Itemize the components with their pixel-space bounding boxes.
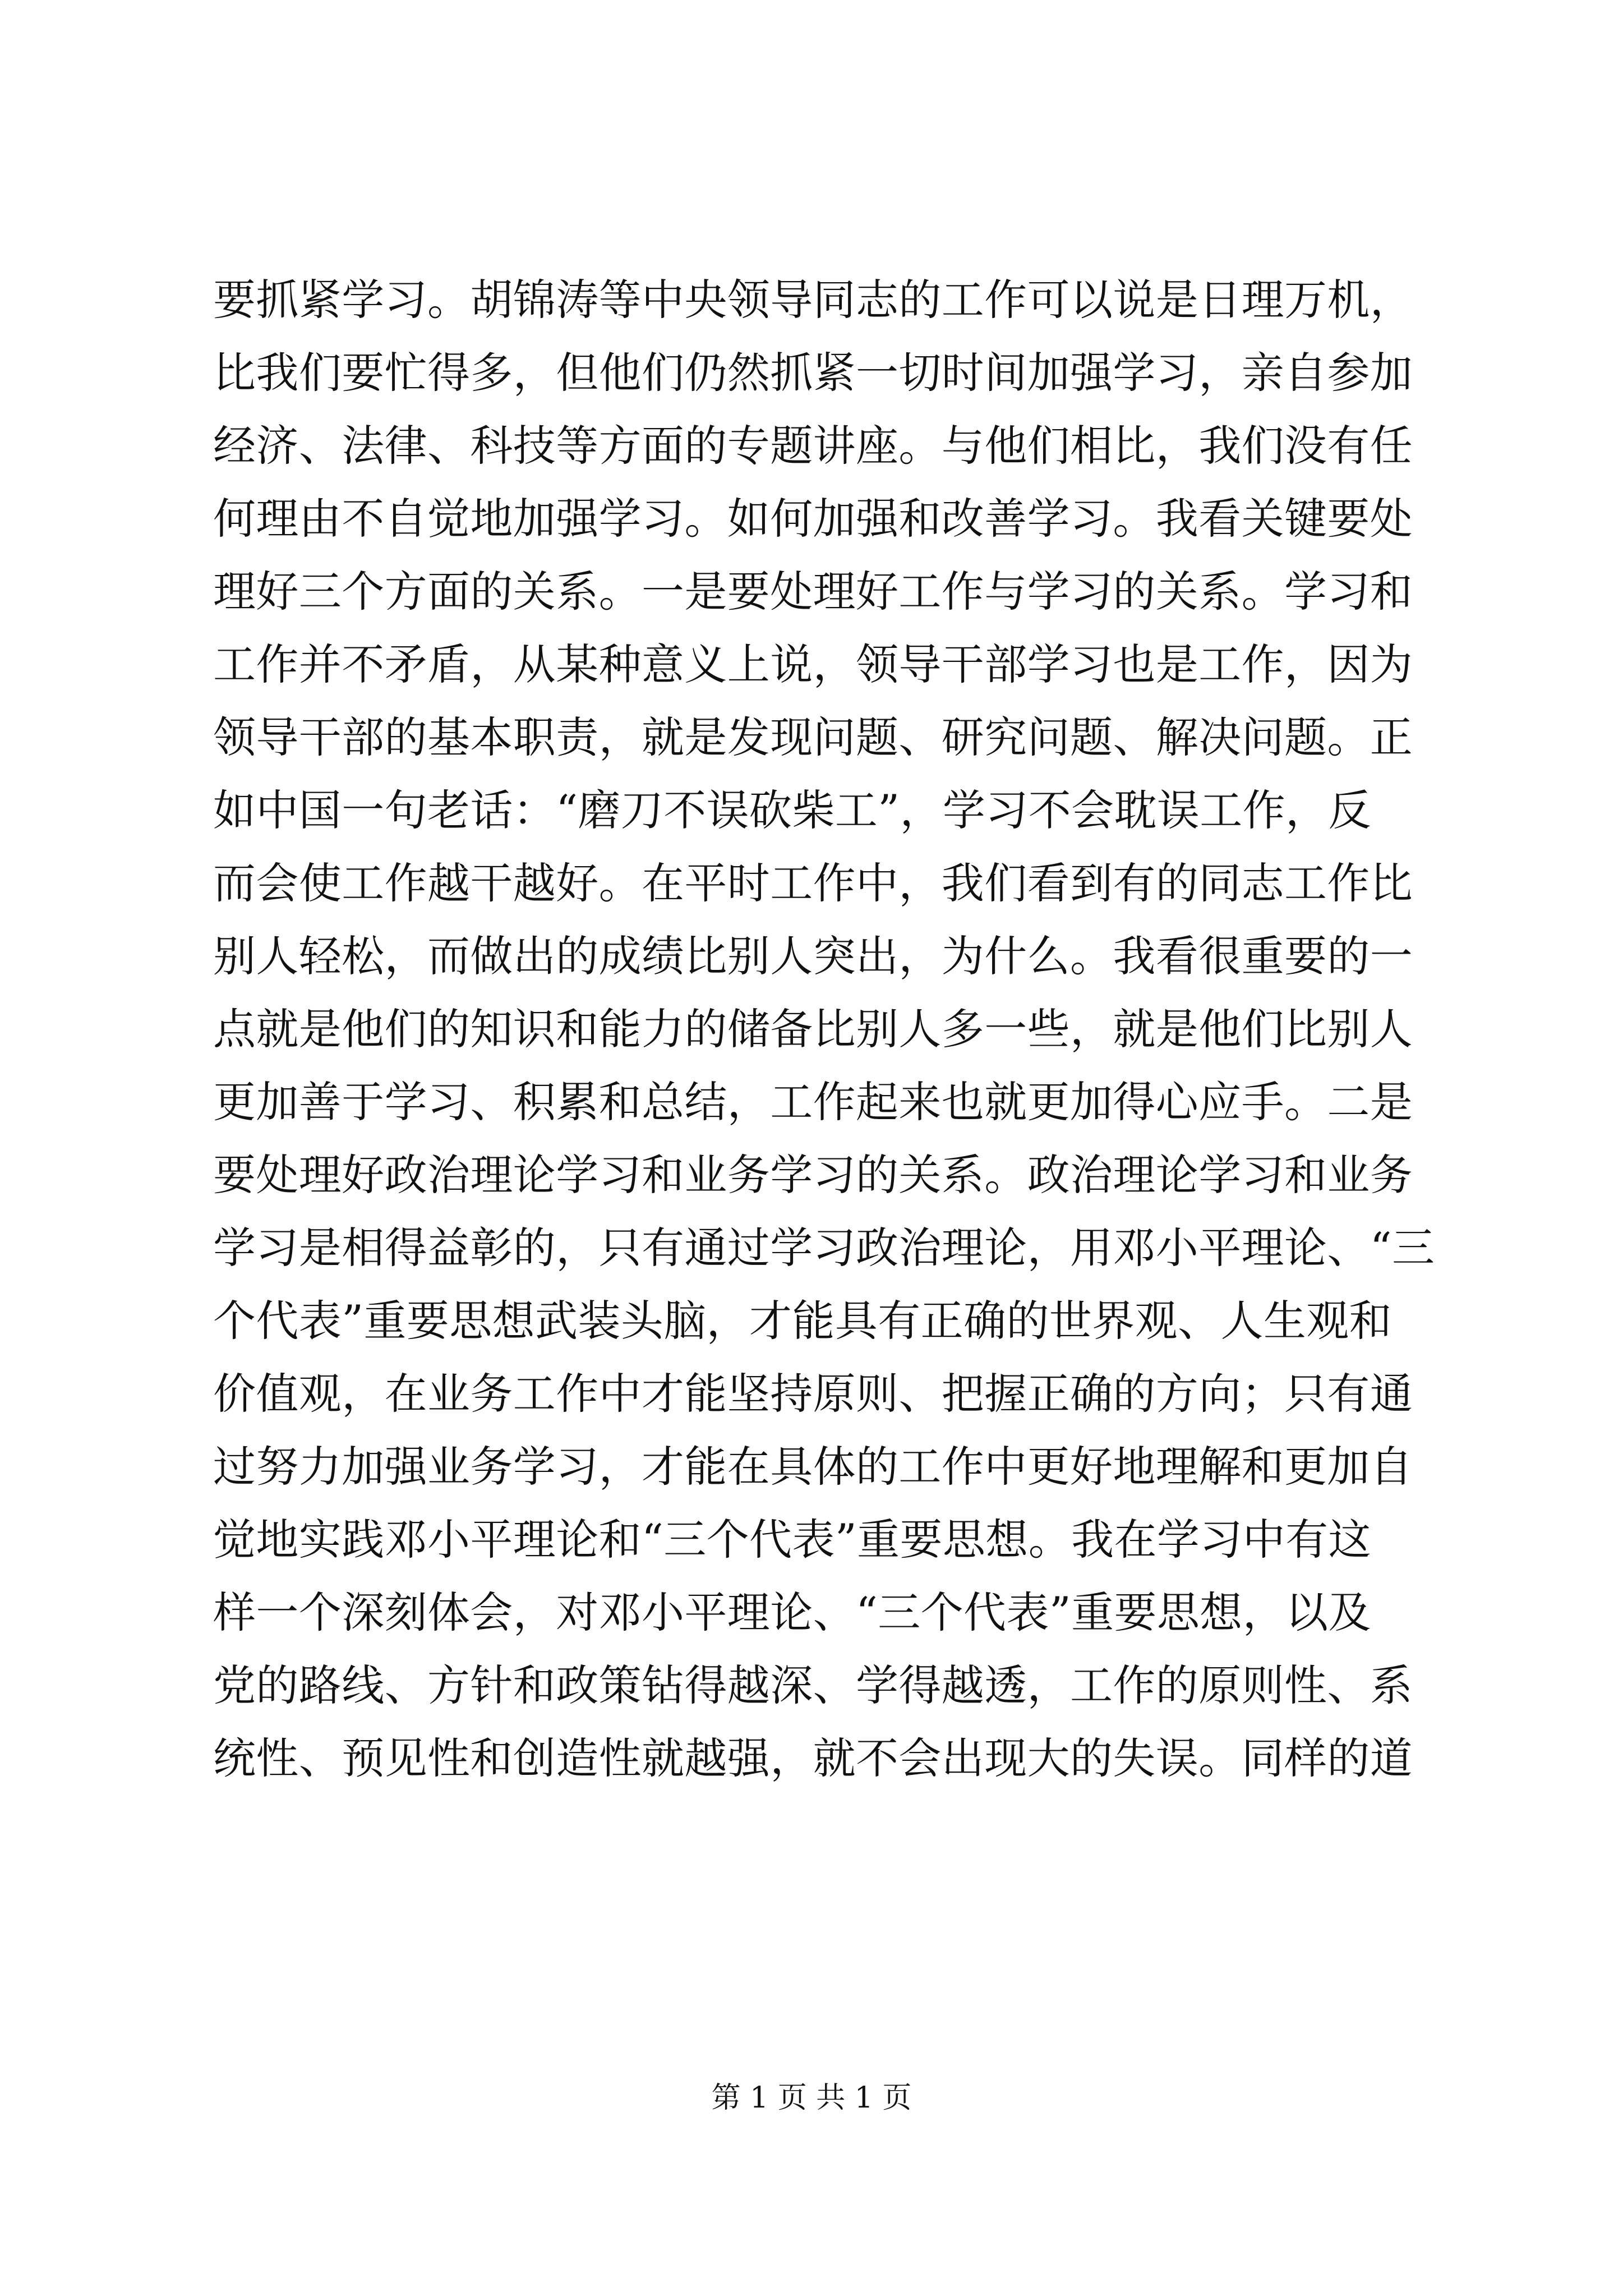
text-line: 理好三个方面的关系。一是要处理好工作与学习的关系。学习和 xyxy=(213,567,1413,616)
text-line: 工作并不矛盾，从某种意义上说，领导干部学习也是工作，因为 xyxy=(213,639,1413,689)
text-line: 领导干部的基本职责，就是发现问题、研究问题、解决问题。正 xyxy=(213,712,1413,762)
text-line: 党的路线、方针和政策钻得越深、学得越透，工作的原则性、系 xyxy=(213,1660,1413,1710)
text-line: 样一个深刻体会，对邓小平理论、“三个代表”重要思想，以及 xyxy=(213,1588,1371,1637)
text-line: 而会使工作越干越好。在平时工作中，我们看到有的同志工作比 xyxy=(213,858,1413,908)
text-line: 经济、法律、科技等方面的专题讲座。与他们相比，我们没有任 xyxy=(213,421,1413,471)
text-line: 比我们要忙得多，但他们仍然抓紧一切时间加强学习，亲自参加 xyxy=(213,348,1413,398)
text-line: 更加善于学习、积累和总结，工作起来也就更加得心应手。二是 xyxy=(213,1077,1413,1127)
text-line: 学习是相得益彰的，只有通过学习政治理论，用邓小平理论、“三 xyxy=(213,1223,1435,1273)
text-line: 价值观，在业务工作中才能坚持原则、把握正确的方向；只有通 xyxy=(213,1369,1413,1419)
body-paragraph xyxy=(213,264,1436,1795)
text-line: 点就是他们的知识和能力的储备比别人多一些，就是他们比别人 xyxy=(213,1004,1413,1054)
text-line: 统性、预见性和创造性就越强，就不会出现大的失误。同样的道 xyxy=(213,1733,1413,1783)
text-line: 个代表”重要思想武装头脑，才能具有正确的世界观、人生观和 xyxy=(213,1296,1393,1346)
text-line: 过努力加强业务学习，才能在具体的工作中更好地理解和更加自 xyxy=(213,1442,1413,1492)
text-line: 觉地实践邓小平理论和“三个代表”重要思想。我在学习中有这 xyxy=(213,1515,1371,1565)
text-line: 要处理好政治理论学习和业务学习的关系。政治理论学习和业务 xyxy=(213,1150,1413,1200)
text-line: 如中国一句老话：“磨刀不误砍柴工”，学习不会耽误工作，反 xyxy=(213,785,1371,835)
page-footer xyxy=(0,2078,1623,2118)
text-line: 何理由不自觉地加强学习。如何加强和改善学习。我看关键要处 xyxy=(213,494,1413,544)
page-number-label: 第 1 页 共 1 页 xyxy=(711,2081,912,2115)
text-line: 要抓紧学习。胡锦涛等中央领导同志的工作可以说是日理万机， xyxy=(213,275,1413,325)
text-line: 别人轻松，而做出的成绩比别人突出，为什么。我看很重要的一 xyxy=(213,931,1413,981)
